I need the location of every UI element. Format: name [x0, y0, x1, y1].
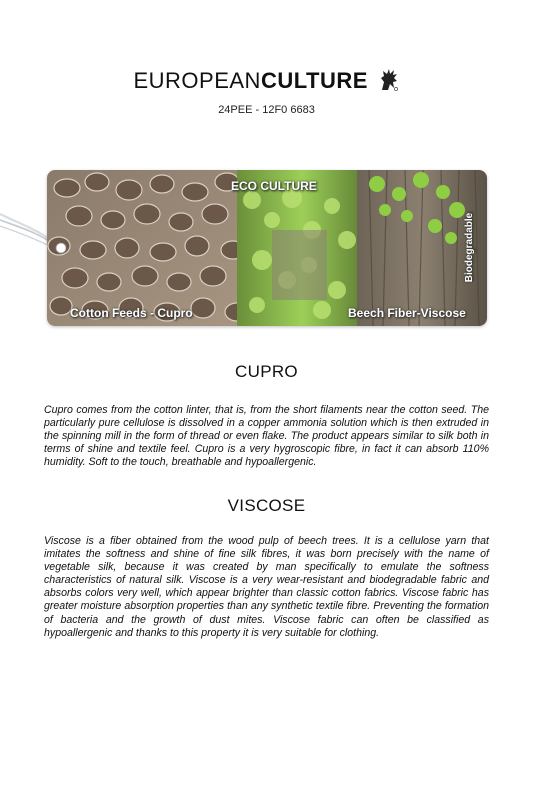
viscose-paragraph: Viscose is a fiber obtained from the wood pulp of beech trees. It is a cellulose yarn that imitates the softness and shine of fine silk fibres, it was born precisely with the name of vegetable silk, because it was created by man specifically to emulate the softness characteristics of natural silk. Viscose is a very wear-resistant and biodegradable fabric and absorbs colors very well, which appear brighter than classic cotton fabrics. Viscose fabric has greater moisture absorption properties than any synthetic textile fibre. Preventing the formation of bacteria and the growth of dust mites. Viscose fabric can often be classified as hypoallergenic and thanks to this property it is very suitable for clothing. [44, 535, 489, 639]
brand-name-light: EUROPEAN [133, 68, 261, 93]
tag-top-label: ECO CULTURE [231, 179, 317, 193]
cupro-paragraph: Cupro comes from the cotton linter, that is, from the short filaments near the cotton seed. The particularly pure cellulose is dissolved in a copper ammonia solution which is then extruded in the spinning mill in the form of thread or even flake. The product appears similar to silk both in terms of shine and textile feel. Cupro is a very hygroscopic fibre, in fact it can absorb 110% humidity. Soft to the touch, breathable and hypoallergenic. [44, 404, 489, 469]
tag-right-label: Beech Fiber-Viscose [348, 306, 466, 320]
viscose-heading: VISCOSE [227, 496, 306, 515]
eco-culture-tag [47, 170, 487, 326]
tag-left-label: Cotton Feeds - Cupro [70, 306, 193, 320]
tag-artwork [47, 170, 487, 326]
griffin-icon [378, 66, 400, 92]
brand-logo [0, 66, 533, 94]
product-code: 24PEE - 12F0 6683 [218, 104, 315, 116]
brand-name-bold: CULTURE [260, 68, 368, 93]
tag-side-label: Biodegradable [464, 212, 476, 283]
cupro-heading: CUPRO [235, 362, 298, 381]
